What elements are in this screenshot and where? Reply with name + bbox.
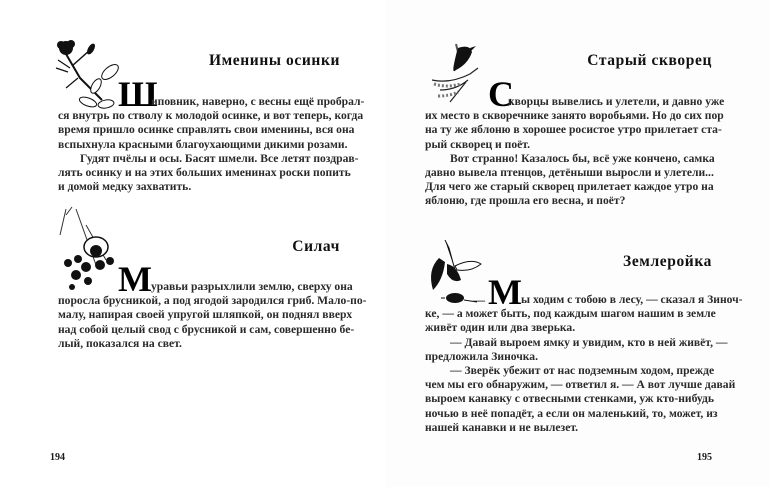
- drop-cap: Ш: [118, 74, 158, 114]
- text-line: Гудят пчёлы и осы. Басят шмели. Все летят поздрав-: [80, 151, 359, 165]
- story-title: Именины осинки: [208, 52, 340, 69]
- text-line: нашей канавки и не вылезет.: [425, 420, 579, 434]
- text-line: иповник, наверно, с весны ещё пробрал-: [151, 95, 365, 108]
- text-line: ы ходим с тобою в лесу, — сказал я Зиноч-: [521, 293, 743, 306]
- text-line: яблоню, где прошла его весна, и поёт?: [425, 194, 626, 208]
- text-line: предложила Зиночка.: [425, 349, 538, 363]
- text-line: — Зверёк убежит от нас подземным ходом, прежде: [450, 364, 715, 377]
- text-line: Вот странно! Казалось бы, всё уже кончено, самка: [450, 151, 715, 165]
- text-line: вспыхнула красными благоухающими дикими розами.: [58, 137, 348, 151]
- text-line: чем мы его обнаружим, — ответил я. — А вот лучше давай: [425, 378, 736, 392]
- drop-cap: С: [488, 74, 514, 114]
- text-line: выроем канавку с отвесными стенками, уж кто-нибудь: [425, 392, 714, 406]
- text-line: и домой медку захватить.: [58, 180, 192, 194]
- text-line: — Давай выроем ямку и увидим, кто в ней живёт, —: [450, 335, 728, 349]
- text-line: ночью в неё попадёт, а если он маленький, то, может, из: [425, 406, 718, 420]
- drop-cap: М: [488, 272, 522, 312]
- text-line: лять осинку и на этих больших именинах роски попить: [58, 166, 351, 179]
- text-line: их место в скворечнике занято воробьями. Но до сих пор: [425, 109, 724, 123]
- lead-dash: —: [473, 293, 485, 307]
- page-number: 194: [50, 452, 65, 463]
- text-line: Для чего же старый скворец прилетает каждое утро на: [425, 180, 714, 194]
- text-line: над собой целый свод с брусникой и сам, совершенно бе-: [58, 322, 355, 336]
- story-title: Старый скворец: [587, 52, 712, 69]
- mushroom-illustration: [56, 205, 126, 295]
- text-line: ке, — а может быть, под каждым шагом нашим в земле: [425, 307, 716, 321]
- page-number: 195: [697, 452, 712, 463]
- text-line: кворцы вывелись и улетели, и давно уже: [508, 95, 725, 108]
- text-line: уравьи разрыхлили землю, сверху она: [151, 280, 353, 293]
- story-title: Силач: [292, 238, 340, 255]
- text-line: давно вывела птенцов, детёныши выросли и улетели...: [425, 166, 714, 179]
- text-line: ся внутрь по стволу к молодой осинке, и вот теперь, когда: [58, 109, 364, 123]
- text-line: живёт один или два зверька.: [425, 321, 576, 335]
- text-line: рый скворец и поёт.: [425, 137, 530, 151]
- text-line: малу, напирая своей упругой шляпкой, он поднял вверх: [58, 308, 353, 322]
- drop-cap: М: [118, 259, 152, 299]
- starling-illustration: [430, 40, 490, 110]
- text-line: лый, показался на свет.: [58, 336, 182, 350]
- story-title: Землеройка: [623, 253, 712, 270]
- text-line: на ту же яблоню в хорошее росистое утро прилетает ста-: [425, 123, 722, 137]
- right-page: [385, 0, 770, 487]
- text-line: время пришло осинке справлять свои именины, вся она: [58, 123, 355, 137]
- text-line: поросла брусникой, а под ягодой зародился гриб. Мало-по-: [58, 294, 367, 308]
